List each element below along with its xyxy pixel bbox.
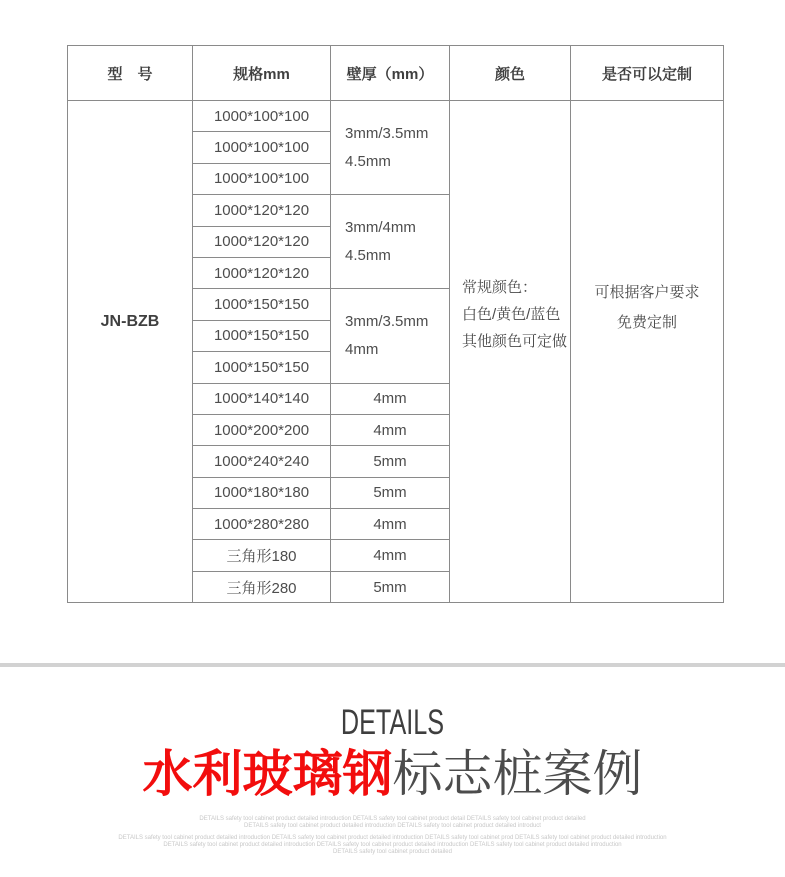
watermark-line: DETAILS safety tool cabinet product detailed introduction DETAILS safety tool cabinet product detailed introduct (244, 822, 541, 829)
spec-cell: 1000*120*120 (193, 195, 331, 226)
details-heading: DETAILS (340, 703, 445, 742)
watermark-block-2 (0, 835, 785, 856)
thickness-cell: 4mm (331, 383, 450, 414)
spec-cell: 1000*100*100 (193, 101, 331, 132)
thickness-cell: 5mm (331, 446, 450, 477)
thickness-line: 4mm (345, 340, 379, 358)
color-line: 常规颜色： (462, 279, 538, 297)
watermark-line: DETAILS safety tool cabinet product detailed introduction DETAILS safety tool cabinet product detailed introduction DETAILS safety tool cabinet prod DETAILS safety tool cabinet product detailed introduction (118, 834, 667, 841)
spec-cell: 1000*100*100 (193, 163, 331, 194)
color-line: 白色/黄色/蓝色 (462, 306, 561, 324)
header-model (68, 46, 193, 101)
thickness-cell (331, 101, 450, 195)
header-color-label: 颜色 (494, 65, 525, 83)
spec-cell: 1000*120*120 (193, 257, 331, 288)
color-cell (450, 101, 571, 603)
spec-cell: 1000*120*120 (193, 226, 331, 257)
spec-cell: 1000*280*280 (193, 509, 331, 540)
custom-cell (571, 101, 724, 603)
header-color (450, 46, 571, 101)
color-line: 其他颜色可定做 (462, 333, 568, 351)
header-thickness-label: 壁厚（mm） (346, 65, 434, 83)
header-spec (193, 46, 331, 101)
thickness-cell (331, 195, 450, 289)
thickness-cell: 4mm (331, 509, 450, 540)
spec-cell: 三角形280 (193, 571, 331, 602)
section-title-gray: 标志桩案例 (392, 746, 643, 802)
spec-cell: 1000*240*240 (193, 446, 331, 477)
watermark-line: DETAILS safety tool cabinet product detailed introduction DETAILS safety tool cabinet product detailed introduction DETAILS safety tool cabinet product detailed introduction (163, 841, 622, 848)
spec-cell: 1000*150*150 (193, 320, 331, 351)
thickness-cell: 4mm (331, 540, 450, 571)
thickness-cell (331, 289, 450, 383)
thickness-line: 3mm/4mm (345, 218, 416, 236)
table-header-row (68, 46, 724, 101)
table-row (68, 101, 724, 132)
watermark-line: DETAILS safety tool cabinet product detailed introduction DETAILS safety tool cabinet product detail DETAILS safety tool cabinet product detailed (199, 815, 586, 822)
spec-cell: 1000*150*150 (193, 352, 331, 383)
thickness-line: 3mm/3.5mm (345, 124, 429, 142)
header-custom-label: 是否可以定制 (601, 65, 692, 83)
thickness-line: 4.5mm (345, 246, 391, 264)
header-model-label: 型 号 (107, 65, 153, 83)
watermark-line: DETAILS safety tool cabinet product detailed (333, 848, 452, 855)
product-spec-table (67, 45, 724, 603)
spec-cell: 1000*100*100 (193, 132, 331, 163)
header-spec-label: 规格mm (233, 65, 290, 83)
details-section (0, 667, 785, 856)
spec-cell: 1000*180*180 (193, 477, 331, 508)
section-title-red: 水利玻璃钢 (142, 746, 393, 802)
thickness-cell: 5mm (331, 477, 450, 508)
spec-cell: 三角形180 (193, 540, 331, 571)
thickness-line: 4.5mm (345, 152, 391, 170)
thickness-line: 3mm/3.5mm (345, 312, 429, 330)
header-thickness (331, 46, 450, 101)
thickness-cell: 4mm (331, 414, 450, 445)
custom-line: 免费定制 (616, 313, 677, 331)
spec-cell: 1000*140*140 (193, 383, 331, 414)
header-custom (571, 46, 724, 101)
thickness-cell: 5mm (331, 571, 450, 602)
model-cell (68, 101, 193, 603)
spec-cell: 1000*200*200 (193, 414, 331, 445)
model-value: JN-BZB (100, 312, 160, 330)
spec-cell: 1000*150*150 (193, 289, 331, 320)
custom-line: 可根据客户要求 (594, 283, 700, 301)
watermark-block-1 (0, 816, 785, 830)
section-title (0, 746, 785, 804)
